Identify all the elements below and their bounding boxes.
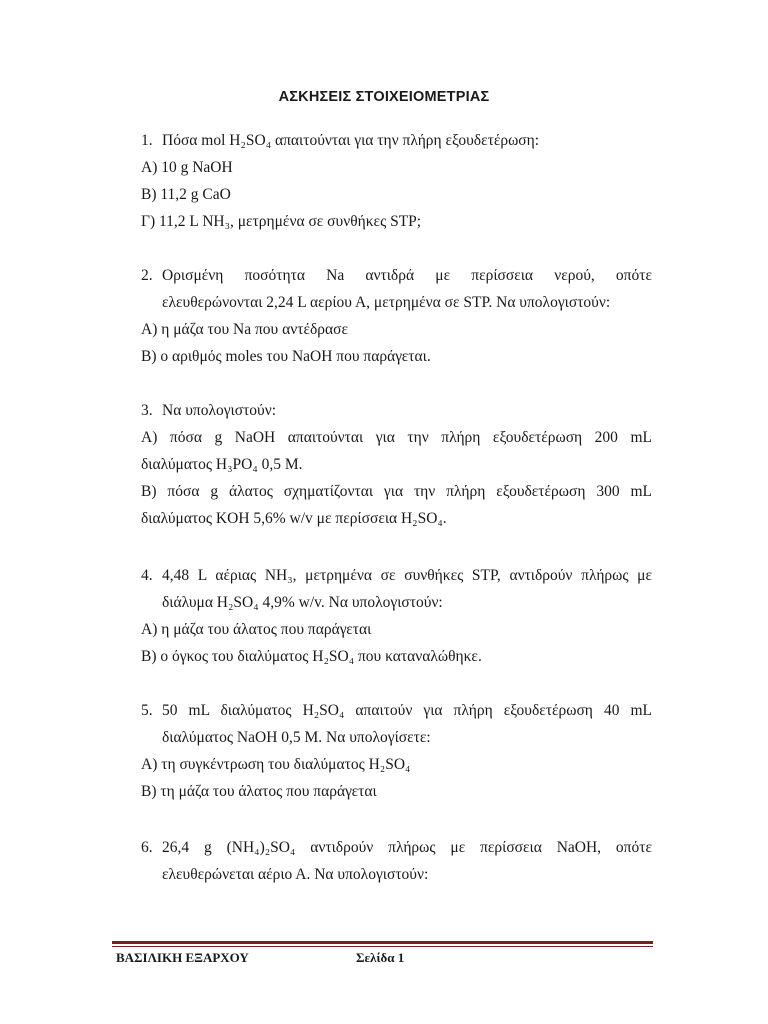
question-4-option-a: Α) η μάζα του άλατος που παράγεται <box>141 621 372 638</box>
question-3-text: Να υπολογιστούν: <box>162 402 277 419</box>
question-2-option-b: Β) ο αριθμός moles του NaOH που παράγεται. <box>141 348 431 365</box>
question-3-number: 3. <box>141 402 153 419</box>
question-5-line-2: διαλύματος NaOH 0,5 M. Να υπολογίσετε: <box>162 729 431 746</box>
question-2-option-a: Α) η μάζα του Na που αντέδρασε <box>141 321 348 338</box>
question-5-option-b: Β) τη μάζα του άλατος που παράγεται <box>141 783 377 800</box>
question-4-option-b: Β) ο όγκος του διαλύματος H₂SO₄ που καταναλώθηκε. <box>141 648 482 665</box>
question-4-number: 4. <box>141 567 153 584</box>
question-1-option-b: Β) 11,2 g CaO <box>141 186 231 203</box>
question-1-option-c: Γ) 11,2 L NH₃, μετρημένα σε συνθήκες STP; <box>141 213 422 230</box>
question-2-line-1: Ορισμένη ποσότητα Na αντιδρά με περίσσεια νερού, οπότε <box>162 267 652 284</box>
footer-page-number: Σελίδα 1 <box>356 950 405 965</box>
question-2-number: 2. <box>141 267 153 284</box>
question-3-option-a-line-2: διαλύματος H₃PO₄ 0,5 M. <box>141 456 303 473</box>
question-3-option-b-line-2: διαλύματος KOH 5,6% w/v με περίσσεια H₂SO₄. <box>141 510 447 527</box>
page-title: ΑΣΚΗΣΕΙΣ ΣΤΟΙΧΕΙΟΜΕΤΡΙΑΣ <box>278 89 490 105</box>
question-6-line-2: ελευθερώνεται αέριο Α. Να υπολογιστούν: <box>162 866 429 883</box>
question-3-option-b-line-1: Β) πόσα g άλατος σχηματίζονται για την πλήρη εξουδετέρωση 300 mL <box>141 483 652 500</box>
footer-author: ΒΑΣΙΛΙΚΗ ΕΞΑΡΧΟΥ <box>116 950 249 965</box>
question-2-line-2: ελευθερώνονται 2,24 L αερίου Α, μετρημένα σε STP. Να υπολογιστούν: <box>162 294 611 311</box>
footer-rule-thick <box>112 941 653 944</box>
question-1-option-a: Α) 10 g NaOH <box>141 159 233 176</box>
question-6-number: 6. <box>141 839 153 856</box>
question-5-option-a: Α) τη συγκέντρωση του διαλύματος H₂SO₄ <box>141 756 411 773</box>
question-5-number: 5. <box>141 702 153 719</box>
question-1-number: 1. <box>141 132 153 149</box>
question-5-line-1: 50 mL διαλύματος H₂SO₄ απαιτούν για πλήρη εξουδετέρωση 40 mL <box>162 702 652 719</box>
question-3-option-a-line-1: Α) πόσα g NaOH απαιτούνται για την πλήρη εξουδετέρωση 200 mL <box>141 429 652 446</box>
footer-rule-thin <box>112 946 653 947</box>
question-4-line-2: διάλυμα H₂SO₄ 4,9% w/v. Να υπολογιστούν: <box>162 594 443 611</box>
question-1-text: Πόσα mol H₂SO₄ απαιτούνται για την πλήρη εξουδετέρωση: <box>162 132 540 149</box>
question-6-line-1: 26,4 g (NH₄)₂SO₄ αντιδρούν πλήρως με περίσσεια NaOH, οπότε <box>162 839 652 856</box>
question-4-line-1: 4,48 L αέριας NH₃, μετρημένα σε συνθήκες STP, αντιδρούν πλήρως με <box>162 567 652 584</box>
